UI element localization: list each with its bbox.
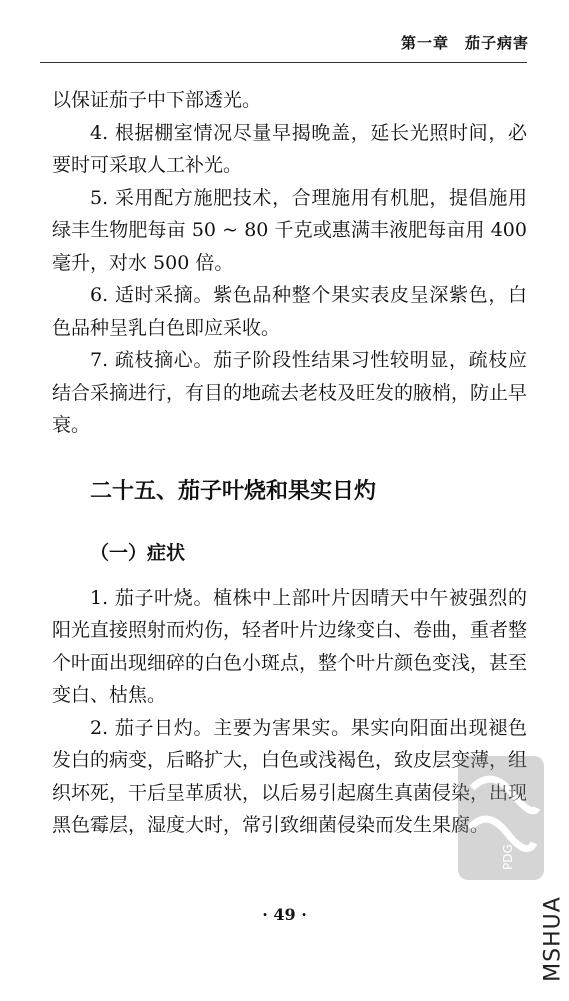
running-header: 第一章 茄子病害: [400, 34, 529, 52]
section-title: 二十五、茄子叶烧和果实日灼: [90, 478, 377, 504]
paragraph: 1. 茄子叶烧。植株中上部叶片因晴天中午被强烈的阳光直接照射而灼伤，轻者叶片边缘变白、卷曲，重者整个叶面出现细碎的白色小斑点，整个叶片颜色变浅，甚至变白、枯焦。: [52, 586, 528, 706]
header-rule: [40, 62, 527, 63]
paragraph: 7. 疏枝摘心。茄子阶段性结果习性较明显，疏枝应结合采摘进行，有目的地疏去老枝及旺发的腋梢，防止早衰。: [52, 349, 528, 436]
body-text: [52, 84, 527, 842]
watermark-stamp-icon: [452, 748, 552, 888]
top-paragraphs: [52, 84, 527, 442]
paragraph: 6. 适时采摘。紫色品种整个果实表皮呈深紫色，白色品种呈乳白色即应采收。: [52, 284, 527, 339]
paragraph: 2. 茄子日灼。主要为害果实。果实向阳面出现褪色发白的病变，后略扩大，白色或浅褐色，致皮层变薄，组织坏死，干后呈革质状，以后易引起腐生真菌侵染，出现黑色霉层，湿度大时，常引致细菌侵染而发生果腐。: [52, 716, 528, 836]
page-number: · 49 ·: [262, 905, 307, 924]
side-watermark: [539, 880, 567, 998]
paragraph: 4. 根据棚室情况尽量早揭晚盖，延长光照时间，必要时可采取人工补光。: [52, 121, 527, 176]
paragraph: 以保证茄子中下部透光。: [52, 89, 262, 111]
paragraph: 5. 采用配方施肥技术，合理施用有机肥，提倡施用绿丰生物肥每亩 50 ~ 80 千克或惠满丰液肥每亩用 400 毫升，对水 500 倍。: [52, 186, 527, 274]
stamp-text: PDG: [501, 844, 515, 870]
side-watermark-text: MSHUA: [540, 896, 566, 982]
subsection-title: （一）症状: [90, 541, 186, 564]
